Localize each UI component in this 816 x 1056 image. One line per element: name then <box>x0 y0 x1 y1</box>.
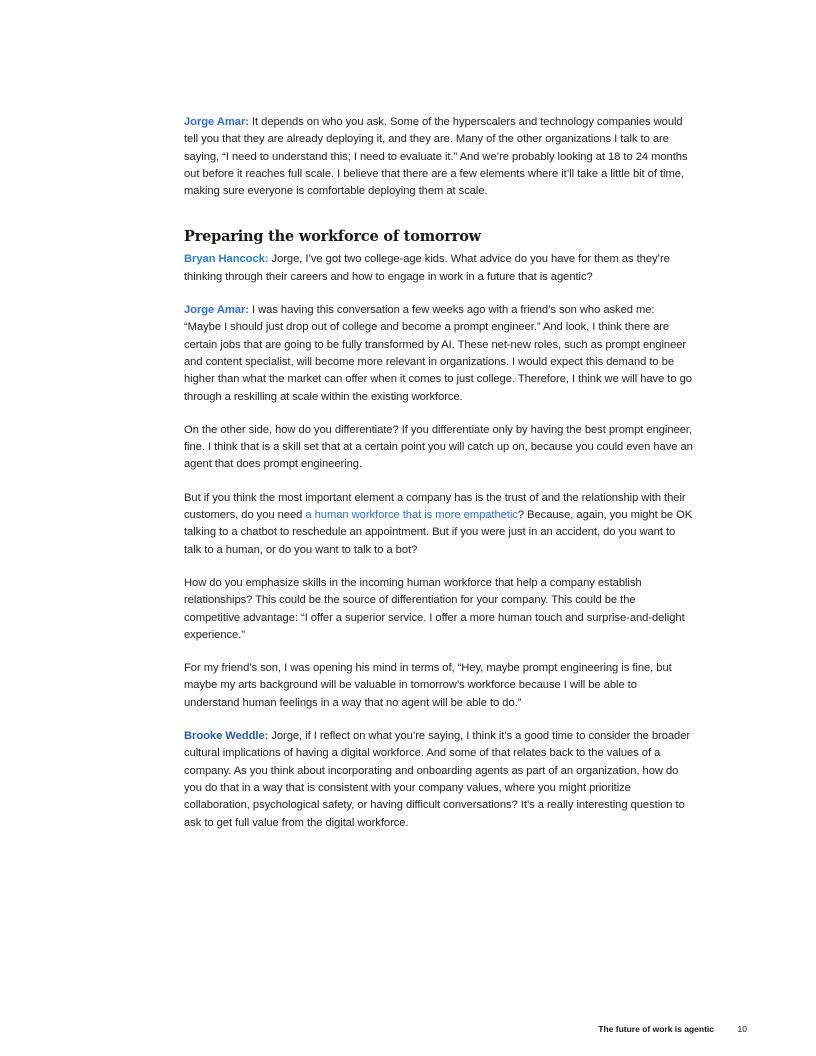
article-body <box>184 114 694 848</box>
paragraph-text: It depends on who you ask. Some of the hyperscalers and technology companies would tell you that they are already deploying it, and they are. Many of the other organizations I talk to are saying, “I need to understand this; I need to evaluate it.” And we’re probably looking at 18 to 24 months out before it reaches full scale. I believe that there are a few elements where it’ll take a little bit of time, making sure everyone is comfortable deploying them at scale. <box>184 116 688 198</box>
section-heading: Preparing the workforce of tomorrow <box>184 228 481 246</box>
speaker-name: Jorge Amar: <box>184 116 249 128</box>
speaker-name: Jorge Amar: <box>184 304 249 317</box>
paragraph <box>184 660 694 712</box>
page-footer <box>0 1024 816 1038</box>
speaker-name: Brooke Weddle: <box>184 730 269 743</box>
paragraph-text: How do you emphasize skills in the incoming human workforce that help a company establish relationships? This could be the source of differentiation for your company. This could be the competitive advantage: “I offer a superior service. I offer a more human touch and surprise-and-delight experience.” <box>184 576 685 641</box>
empathetic-workforce-link[interactable]: a human workforce that is more empathetic <box>305 509 518 522</box>
paragraph-text: Jorge, I’ve got two college-age kids. What advice do you have for them as they’re thinking through their careers and how to engage in work in a future that is agentic? <box>184 253 670 283</box>
footer-title: The future of work is agentic <box>598 1024 714 1034</box>
paragraph-text: On the other side, how do you differentiate? If you differentiate only by having the best prompt engineer, fine. I think that is a skill set that at a certain point you will catch up on, because you could even have an agent that does prompt engineering. <box>184 423 693 471</box>
paragraph <box>184 575 694 644</box>
paragraph <box>184 490 694 559</box>
paragraph <box>184 422 694 474</box>
paragraph <box>184 114 694 200</box>
paragraph-text: For my friend’s son, I was opening his mind in terms of, “Hey, maybe prompt engineering is fine, but maybe my arts background will be valuable in tomorrow’s workforce because I will be able to understand human feelings in a way that no agent will be able to do.” <box>184 662 672 709</box>
paragraph-text: Jorge, if I reflect on what you’re saying, I think it’s a good time to consider the broader cultural implications of having a digital workforce. And some of that relates back to the values of a company. As you think about incorporating and onboarding agents as part of an organization, how do you do that in a way that is consistent with your company values, where you might prioritize collaboration, psychological safety, or having difficult conversations? It’s a really interesting question to ask to get full value from the digital workforce. <box>184 730 691 829</box>
paragraph-text: But if you think the most important element a company has is the trust of and the relationship with their customers, do you need <box>184 491 686 522</box>
paragraph-text: ? Because, again, you might be OK talking to a chatbot to reschedule an appointment. But if you were just in an accident, do you want to talk to a human, or do you want to talk to a bot? <box>184 509 693 556</box>
paragraph <box>184 302 694 406</box>
paragraph-text: I was having this conversation a few weeks ago with a friend’s son who asked me: “Maybe I should just drop out of college and become a prompt engineer.” And look, I think there are certain jobs that are going to be fully transformed by AI. These net-new roles, such as prompt engineer and content specialist, will become more relevant in organizations. I would expect this demand to be higher than what the market can offer when it comes to just college. Therefore, I think we will have to go through a reskilling at scale within the existing workforce. <box>184 304 692 403</box>
speaker-name: Bryan Hancock: <box>184 253 269 266</box>
paragraph <box>184 728 694 832</box>
paragraph <box>184 251 694 286</box>
page-number: 10 <box>737 1024 747 1034</box>
